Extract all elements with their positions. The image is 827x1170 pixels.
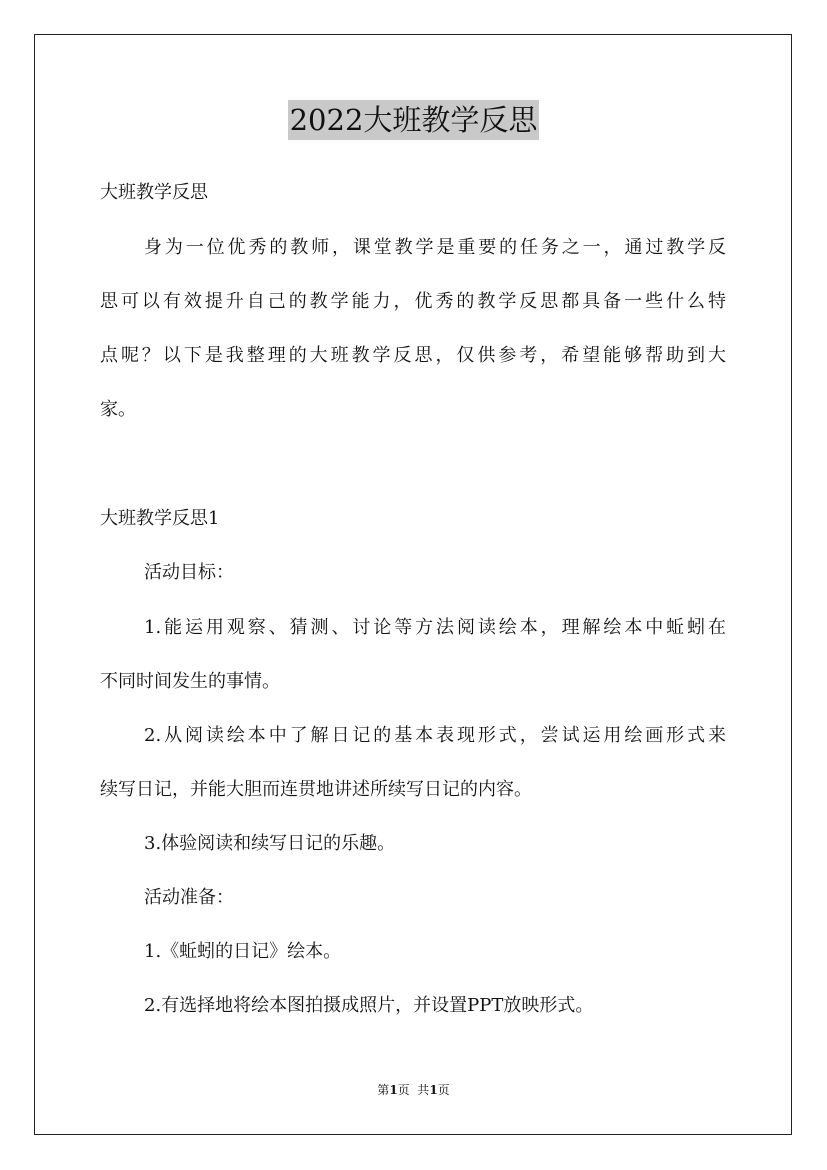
prep-item-1: 1.《蚯蚓的日记》绘本。 <box>144 941 342 962</box>
footer-page-prefix: 第 <box>377 1083 390 1097</box>
goal-3: 3.体验阅读和续写日记的乐趣。 <box>144 833 396 854</box>
section-heading: 大班教学反思1 <box>100 508 220 529</box>
goals-label: 活动目标： <box>144 562 234 583</box>
footer-page-mid: 页 共 <box>397 1083 430 1097</box>
intro-line-2: 思可以有效提升自己的教学能力，优秀的教学反思都具备一些什么特 <box>100 291 726 312</box>
intro-line-4: 家。 <box>100 399 136 420</box>
title-container <box>0 100 827 140</box>
goal-2-line-1: 2.从阅读绘本中了解日记的基本表现形式，尝试运用绘画形式来 <box>144 725 726 746</box>
intro-line-3: 点呢？以下是我整理的大班教学反思，仅供参考，希望能够帮助到大 <box>100 345 726 366</box>
document-subtitle: 大班教学反思 <box>100 182 208 203</box>
goal-1-line-1: 1.能运用观察、猜测、讨论等方法阅读绘本，理解绘本中蚯蚓在 <box>144 617 726 638</box>
goal-2-line-2: 续写日记，并能大胆而连贯地讲述所续写日记的内容。 <box>100 779 532 800</box>
prep-label: 活动准备： <box>144 887 234 908</box>
footer-page-total: 1 <box>429 1083 438 1097</box>
page-footer <box>0 1082 827 1098</box>
document-title: 2022大班教学反思 <box>288 100 540 140</box>
footer-page-current: 1 <box>389 1083 398 1097</box>
footer-page-suffix: 页 <box>437 1083 450 1097</box>
intro-line-1: 身为一位优秀的教师，课堂教学是重要的任务之一，通过教学反 <box>144 237 726 258</box>
goal-1-line-2: 不同时间发生的事情。 <box>100 671 280 692</box>
prep-item-2: 2.有选择地将绘本图拍摄成照片，并设置PPT放映形式。 <box>144 995 594 1016</box>
